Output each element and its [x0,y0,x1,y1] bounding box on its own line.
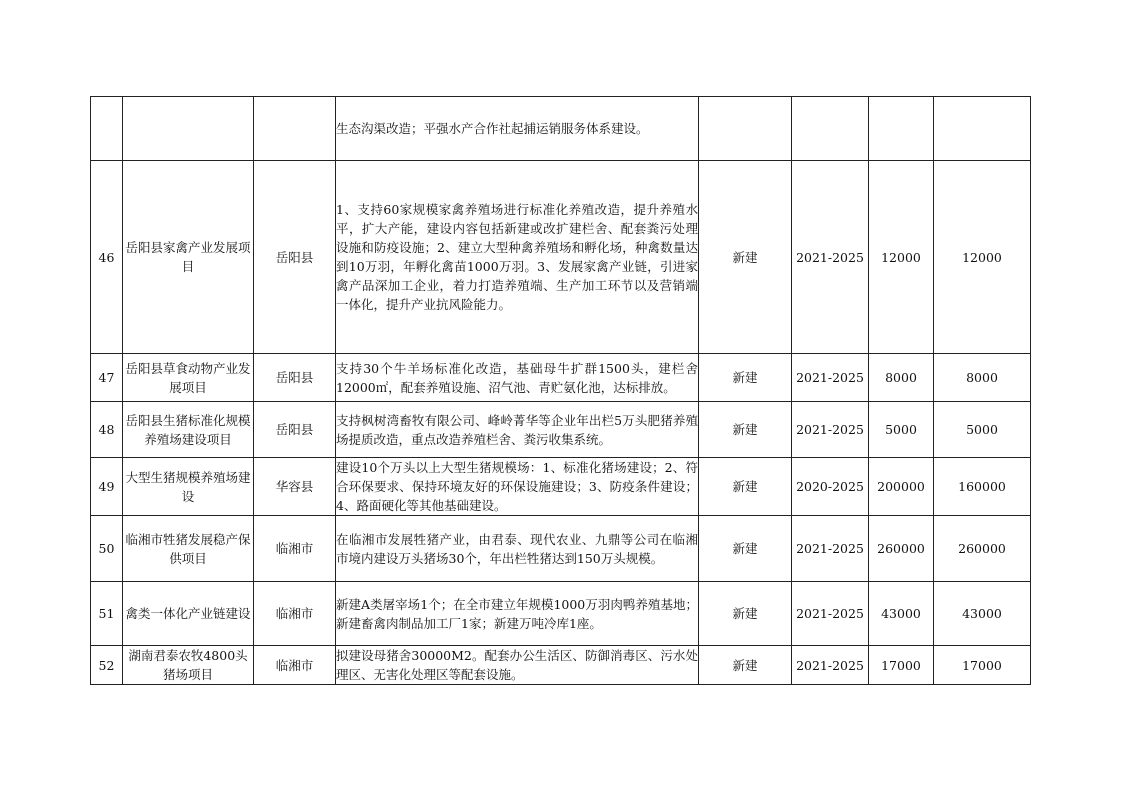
project-name: 岳阳县草食动物产业发展项目 [123,354,254,402]
construction-type: 新建 [699,646,792,685]
project-name [123,97,254,161]
total-investment: 43000 [869,582,934,646]
row-number: 51 [91,582,123,646]
construction-type: 新建 [699,354,792,402]
construction-type [699,97,792,161]
project-name: 岳阳县家禽产业发展项目 [123,161,254,354]
total-investment: 5000 [869,402,934,458]
planned-investment: 43000 [934,582,1031,646]
project-name: 湖南君泰农牧4800头猪场项目 [123,646,254,685]
total-investment: 17000 [869,646,934,685]
total-investment: 12000 [869,161,934,354]
row-number: 48 [91,402,123,458]
planned-investment: 5000 [934,402,1031,458]
project-location: 岳阳县 [254,161,336,354]
planned-investment: 160000 [934,458,1031,516]
construction-period: 2020-2025 [792,458,869,516]
project-name: 临湘市牲猪发展稳产保供项目 [123,516,254,582]
construction-type: 新建 [699,458,792,516]
table-row [91,402,1031,458]
project-location: 岳阳县 [254,402,336,458]
total-investment: 260000 [869,516,934,582]
project-name: 禽类一体化产业链建设 [123,582,254,646]
construction-period: 2021-2025 [792,582,869,646]
construction-type: 新建 [699,516,792,582]
construction-period: 2021-2025 [792,516,869,582]
construction-type: 新建 [699,161,792,354]
project-content: 支持30个牛羊场标准化改造，基础母牛扩群1500头，建栏舍12000㎡，配套养殖设施、沼气池、青贮氨化池，达标排放。 [336,354,699,402]
table-row [91,646,1031,685]
table-row [91,516,1031,582]
total-investment: 200000 [869,458,934,516]
project-location: 华容县 [254,458,336,516]
table-row [91,458,1031,516]
construction-period [792,97,869,161]
row-number: 47 [91,354,123,402]
project-content: 建设10个万头以上大型生猪规模场：1、标准化猪场建设；2、符合环保要求、保持环境友好的环保设施建设；3、防疫条件建设；4、路面硬化等其他基础建设。 [336,458,699,516]
row-number: 46 [91,161,123,354]
construction-type: 新建 [699,402,792,458]
construction-period: 2021-2025 [792,402,869,458]
project-name: 岳阳县生猪标准化规模养殖场建设项目 [123,402,254,458]
row-number: 50 [91,516,123,582]
project-content: 拟建设母猪舍30000M2。配套办公生活区、防御消毒区、污水处理区、无害化处理区等配套设施。 [336,646,699,685]
planned-investment: 17000 [934,646,1031,685]
planned-investment: 12000 [934,161,1031,354]
project-content: 在临湘市发展牲猪产业，由君泰、现代农业、九鼎等公司在临湘市境内建设万头猪场30个，年出栏牲猪达到150万头规模。 [336,516,699,582]
row-number: 52 [91,646,123,685]
table-row [91,582,1031,646]
project-content: 新建A类屠宰场1个；在全市建立年规模1000万羽肉鸭养殖基地；新建畜禽肉制品加工厂1家；新建万吨冷库1座。 [336,582,699,646]
project-content: 1、支持60家规模家禽养殖场进行标准化养殖改造，提升养殖水平，扩大产能，建设内容包括新建或改扩建栏舍、配套粪污处理设施和防疫设施；2、建立大型种禽养殖场和孵化场，种禽数量达到10万羽，年孵化禽苗1000万羽。3、发展家禽产业链，引进家禽产品深加工企业，着力打造养殖端、生产加工环节以及营销端一体化，提升产业抗风险能力。 [336,161,699,354]
project-location: 岳阳县 [254,354,336,402]
project-content: 生态沟渠改造；平强水产合作社起捕运销服务体系建设。 [336,97,699,161]
project-location: 临湘市 [254,516,336,582]
total-investment: 8000 [869,354,934,402]
project-content: 支持枫树湾畜牧有限公司、峰岭菁华等企业年出栏5万头肥猪养殖场提质改造，重点改造养殖栏舍、粪污收集系统。 [336,402,699,458]
project-location: 临湘市 [254,582,336,646]
planned-investment: 8000 [934,354,1031,402]
construction-period: 2021-2025 [792,161,869,354]
construction-period: 2021-2025 [792,354,869,402]
table-row [91,354,1031,402]
table-row [91,161,1031,354]
project-location: 临湘市 [254,646,336,685]
table-row [91,97,1031,161]
project-location [254,97,336,161]
project-name: 大型生猪规模养殖场建设 [123,458,254,516]
planned-investment [934,97,1031,161]
construction-period: 2021-2025 [792,646,869,685]
row-number: 49 [91,458,123,516]
row-number [91,97,123,161]
planned-investment: 260000 [934,516,1031,582]
construction-type: 新建 [699,582,792,646]
total-investment [869,97,934,161]
project-table [90,96,1031,685]
